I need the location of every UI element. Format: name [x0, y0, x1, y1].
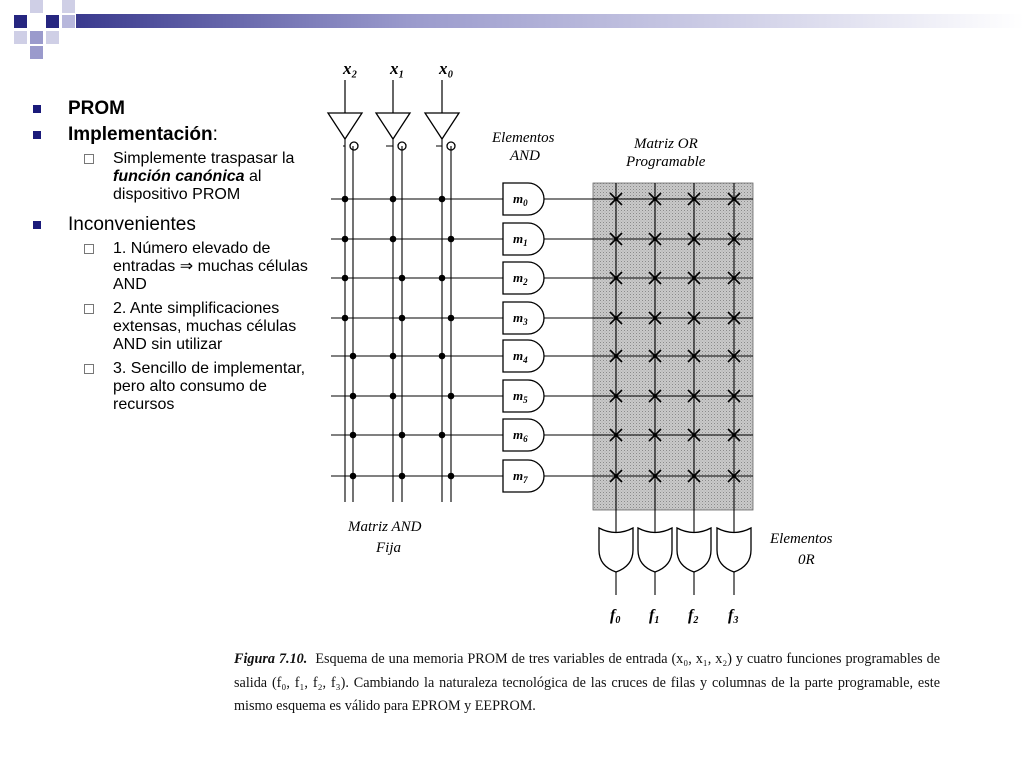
- and-matrix-label-1: Matriz AND: [348, 519, 422, 535]
- connection-dot: [390, 393, 397, 400]
- or-elements-label-2: 0R: [798, 552, 815, 568]
- input-label-x2: x₂: [343, 59, 358, 78]
- or-elements-label-1: Elementos: [770, 531, 833, 547]
- connection-dot: [439, 353, 446, 360]
- or-gate-icon: [717, 528, 751, 572]
- buffer-x2-icon: [328, 113, 362, 139]
- minterm-label: $m_6$: [513, 427, 528, 444]
- bullet-text: Implementación: [68, 124, 213, 145]
- output-label: f2: [688, 607, 699, 626]
- minterm-label: $m_3$: [513, 310, 528, 327]
- and-matrix-label-2: Fija: [376, 540, 401, 556]
- caption-text: Esquema de una memoria PROM de tres variables de entrada (x₀, x₁, x₂) y cuatro funciones programables de salida (f₀, f₁, f₂, f₃). Cambiando la naturaleza tecnológica de las cruces de filas y columnas de la parte programable, este mismo esquema es válido para EPROM y EEPROM.: [234, 651, 940, 714]
- minterm-label: $m_1$: [513, 231, 528, 248]
- or-matrix-label-1: Matriz OR: [634, 136, 698, 152]
- or-gate-icon: [677, 528, 711, 572]
- buffer-x1-icon: [376, 113, 410, 139]
- bullet-suffix: :: [212, 124, 218, 145]
- connection-dot: [439, 196, 446, 203]
- connection-dot: [350, 473, 357, 480]
- and-elements-label-2: AND: [510, 148, 540, 164]
- connection-dot: [342, 196, 349, 203]
- input-label-x0: x₀: [439, 59, 454, 78]
- connection-dot: [439, 432, 446, 439]
- connection-dot: [350, 353, 357, 360]
- sub-bullet-emphasis: función canónica: [113, 168, 245, 185]
- output-label: f1: [649, 607, 660, 626]
- connection-dot: [399, 275, 406, 282]
- minterm-label: $m_0$: [513, 191, 528, 208]
- or-gates: [599, 528, 751, 626]
- connection-dot: [342, 236, 349, 243]
- connection-dot: [350, 432, 357, 439]
- connection-dot: [390, 353, 397, 360]
- or-matrix-label-2: Programable: [626, 154, 706, 170]
- connection-dot: [390, 196, 397, 203]
- inverter-bubble-x2-icon: [350, 142, 358, 150]
- sub-bullet-text: Simplemente traspasar la: [113, 150, 295, 167]
- bullet-text: PROM: [68, 98, 125, 119]
- bullet-text: Inconvenientes: [68, 214, 196, 235]
- buffer-x0-icon: [425, 113, 459, 139]
- output-label: f3: [728, 607, 739, 626]
- connection-dot: [399, 473, 406, 480]
- connection-dot: [448, 473, 455, 480]
- sub-bullet-text: al dispositivo PROM: [113, 168, 262, 203]
- caption-label: Figura 7.10.: [234, 651, 308, 667]
- or-gate-icon: [638, 528, 672, 572]
- connection-dot: [439, 275, 446, 282]
- connection-dot: [390, 236, 397, 243]
- connection-dot: [448, 236, 455, 243]
- minterm-label: $m_5$: [513, 388, 528, 405]
- figure-caption: [234, 648, 940, 719]
- minterm-label: $m_4$: [513, 348, 528, 365]
- minterm-label: $m_2$: [513, 270, 528, 287]
- input-label-x1: x₁: [390, 59, 405, 78]
- sub-bullet-text: 2. Ante simplificaciones extensas, muchas células AND sin utilizar: [113, 300, 297, 353]
- sub-bullet-text: 3. Sencillo de implementar, pero alto consumo de recursos: [113, 360, 306, 413]
- connection-dot: [399, 315, 406, 322]
- connection-dot: [350, 393, 357, 400]
- connection-dot: [399, 432, 406, 439]
- and-matrix-rows: [331, 196, 503, 480]
- or-matrix-area: [593, 183, 753, 510]
- sub-bullet-text: 1. Número elevado de entradas ⇒ muchas células AND: [113, 240, 308, 293]
- minterm-label: $m_7$: [513, 468, 528, 485]
- input-wires: [345, 80, 442, 113]
- or-gate-icon: [599, 528, 633, 572]
- connection-dot: [342, 275, 349, 282]
- connection-dot: [448, 393, 455, 400]
- output-label: f0: [610, 607, 621, 626]
- connection-dot: [448, 315, 455, 322]
- connection-dot: [342, 315, 349, 322]
- and-elements-label-1: Elementos: [492, 130, 555, 146]
